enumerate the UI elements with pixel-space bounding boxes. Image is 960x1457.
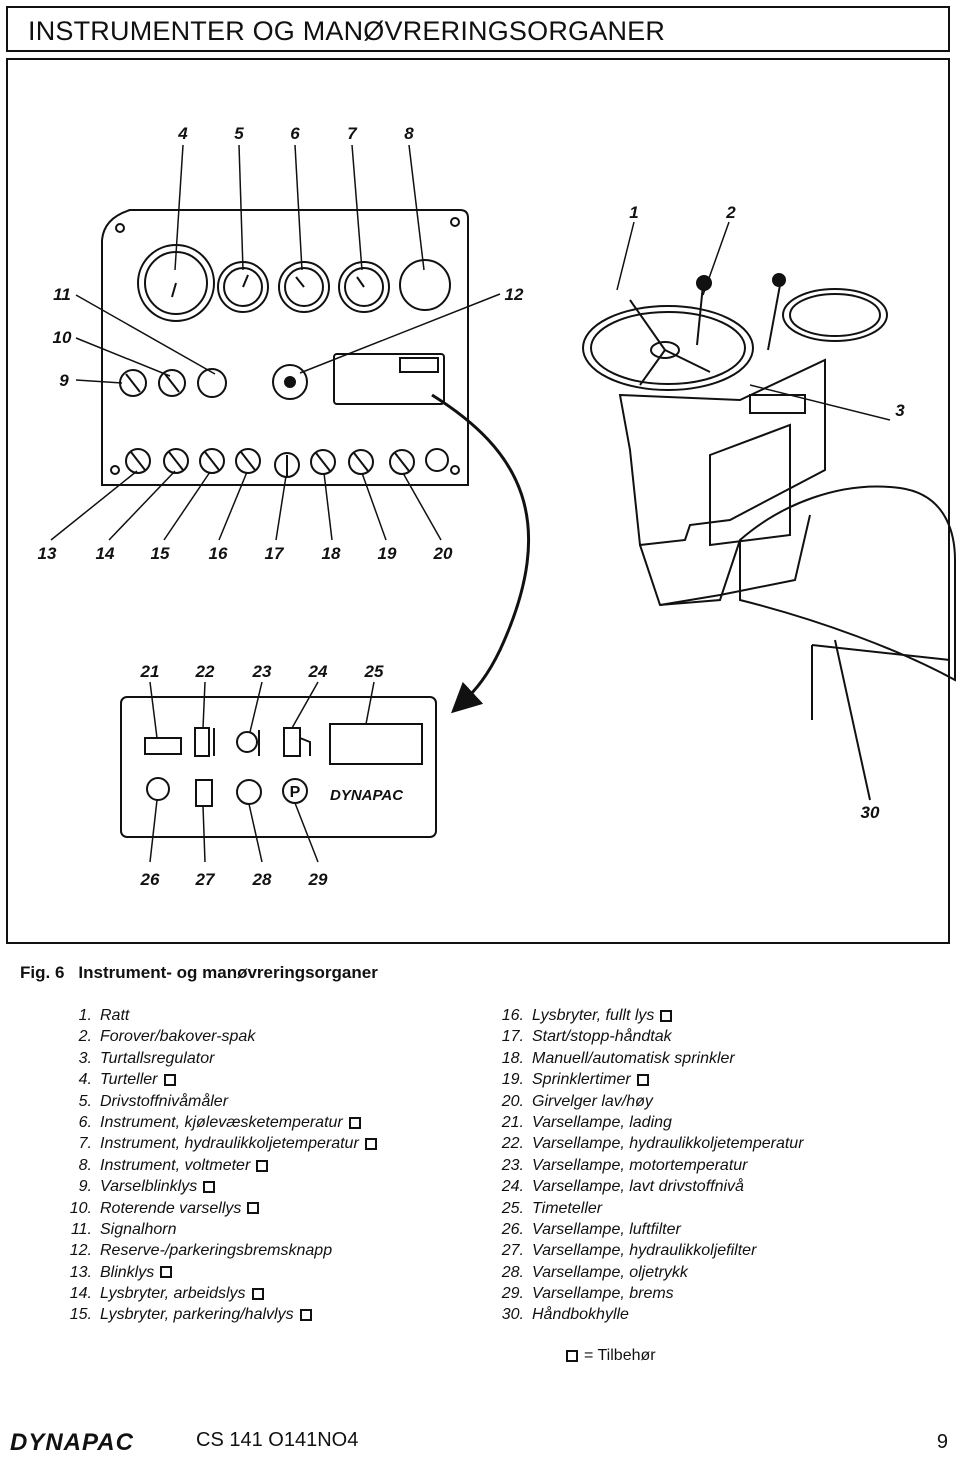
legend-item-number: 21. [501,1113,524,1131]
legend-item [58,1048,377,1069]
callout-5: 5 [234,124,244,143]
legend-item-text: Håndbokhylle [532,1306,629,1324]
svg-text:P: P [289,784,301,801]
figure-number: Fig. 6 [20,963,65,982]
steering-console [583,274,955,800]
accessory-square-icon [247,1202,259,1214]
callout-2: 2 [726,203,736,222]
callout-12: 12 [504,285,524,304]
legend-item [490,1005,804,1026]
legend-item-text: Signalhorn [100,1220,177,1238]
legend-item-number: 15. [69,1306,92,1324]
legend-item [490,1240,804,1261]
legend-item-number: 28. [501,1263,524,1281]
callout-16: 16 [208,544,228,563]
legend-item-text: Varsellampe, luftfilter [532,1220,681,1238]
legend-item-number: 9. [78,1178,92,1196]
callout-13: 13 [37,544,57,563]
accessory-note: = Tilbehør [584,1347,656,1364]
legend-item-number: 8. [78,1156,92,1174]
page-footer [0,1425,960,1455]
legend-item-number: 16. [501,1007,524,1024]
legend-item [490,1262,804,1283]
legend-item-text: Manuell/automatisk sprinkler [532,1049,735,1067]
legend-item-number: 12. [69,1242,92,1260]
legend-item-text: Instrument, kjølevæsketemperatur [100,1113,343,1131]
legend-item-text: Drivstoffnivåmåler [100,1092,229,1110]
legend-item-text: Start/stopp-håndtak [532,1028,672,1046]
legend-item-text: Varselblinklys [100,1178,198,1196]
legend-item [490,1048,804,1069]
callout-29: 29 [308,870,328,889]
legend-item-text: Ratt [100,1007,130,1024]
callout-4: 4 [178,124,188,143]
callout-19: 19 [377,544,397,563]
callout-17: 17 [264,544,284,563]
legend-item-text: Blinklys [100,1263,155,1281]
callout-numbers [38,124,906,889]
legend-item [58,1091,377,1112]
legend-item-text: Varsellampe, oljetrykk [532,1263,688,1281]
callout-30: 30 [860,803,880,822]
legend-item-number: 18. [501,1049,524,1067]
legend-item-number: 7. [78,1135,92,1153]
legend-item [58,1133,377,1154]
panel-brand-logo: DYNAPAC [330,787,404,804]
legend-item-text: Timeteller [532,1199,603,1217]
figure-title: Instrument- og manøvreringsorganer [78,963,378,982]
legend-item [58,1304,377,1325]
legend-item-number: 30. [501,1306,524,1324]
legend-item-number: 10. [69,1199,92,1217]
legend-item-text: Varsellampe, motortemperatur [532,1156,748,1174]
figure-caption [20,963,392,983]
legend-item [58,1240,377,1261]
dashboard-panel [102,210,468,485]
callout-8: 8 [404,124,414,143]
legend-item [58,1219,377,1240]
legend-item [490,1176,804,1197]
legend-item [58,1155,377,1176]
callout-23: 23 [252,662,272,681]
legend-item-number: 23. [501,1156,524,1174]
callout-27: 27 [195,870,215,889]
legend-item-number: 5. [78,1092,92,1110]
legend-item-text: Varsellampe, brems [532,1285,674,1303]
legend-item-number: 13. [69,1263,92,1281]
legend-item [58,1005,377,1026]
legend-item [490,1069,804,1090]
callout-24: 24 [308,662,328,681]
callout-25: 25 [364,662,384,681]
page-number: 9 [936,1431,948,1453]
accessory-square-icon [660,1010,672,1022]
legend-item-text: Turtallsregulator [100,1049,215,1067]
legend-item-number: 22. [501,1135,524,1153]
legend-item-text: Instrument, voltmeter [100,1156,251,1174]
legend-item [490,1091,804,1112]
legend-item-text: Forover/bakover-spak [100,1028,256,1046]
legend-item-text: Lysbryter, parkering/halvlys [100,1306,294,1324]
legend-item-number: 14. [69,1285,92,1303]
legend-item-number: 1. [78,1007,92,1024]
legend-item-number: 29. [501,1285,524,1303]
legend-item-text: Lysbryter, arbeidslys [100,1285,246,1303]
legend-item-text: Turteller [100,1071,158,1089]
page-title: INSTRUMENTER OG MANØVRERINGSORGANER [28,16,666,46]
legend-item-text: Varsellampe, hydraulikkoljetemperatur [532,1135,804,1153]
legend-item-number: 4. [78,1071,92,1089]
legend-list-right [490,1005,804,1326]
lower-leader-lines [150,682,374,862]
accessory-square-icon [637,1074,649,1086]
legend-item-text: Varsellampe, lavt drivstoffnivå [532,1178,744,1196]
footer-doc-code: CS 141 O141NO4 [196,1429,359,1451]
legend-item [490,1304,804,1325]
legend-item [490,1155,804,1176]
accessory-square-icon [164,1074,176,1086]
legend-item [490,1283,804,1304]
legend-item [58,1198,377,1219]
legend-item [490,1026,804,1047]
accessory-square-icon [300,1309,312,1321]
legend-item [58,1026,377,1047]
callout-21: 21 [140,662,160,681]
callout-18: 18 [321,544,341,563]
accessory-square-icon [566,1350,578,1362]
accessory-square-icon [252,1288,264,1300]
callout-20: 20 [433,544,453,563]
callout-28: 28 [252,870,272,889]
legend-item-number: 20. [501,1092,524,1110]
legend-item [58,1069,377,1090]
callout-10: 10 [52,328,72,347]
leader-lines [51,145,890,540]
accessory-square-icon [256,1160,268,1172]
legend-item [490,1112,804,1133]
legend-item-number: 17. [501,1028,524,1046]
callout-14: 14 [95,544,115,563]
legend-item-number: 24. [501,1178,524,1196]
accessory-square-icon [203,1181,215,1193]
legend-item-text: Lysbryter, fullt lys [532,1007,655,1024]
legend-item-text: Reserve-/parkeringsbremsknapp [100,1242,333,1260]
legend-item-number: 6. [78,1113,92,1131]
footer-logo: DYNAPAC [10,1429,134,1456]
callout-9: 9 [59,371,69,390]
callout-1: 1 [629,203,639,222]
legend-item-number: 3. [78,1049,92,1067]
callout-3: 3 [895,401,905,420]
legend-item [490,1133,804,1154]
legend-item [490,1219,804,1240]
legend-item-text: Instrument, hydraulikkoljetemperatur [100,1135,359,1153]
legend-item [490,1198,804,1219]
legend-item [58,1262,377,1283]
legend-item-number: 11. [70,1220,92,1238]
callout-22: 22 [195,662,215,681]
legend-item-number: 2. [78,1028,92,1046]
legend-item-number: 25. [501,1199,524,1217]
callout-7: 7 [347,124,357,143]
legend-list-left [58,1005,377,1326]
callout-26: 26 [140,870,160,889]
legend-item-text: Roterende varsellys [100,1199,242,1217]
callout-11: 11 [53,285,71,304]
callout-15: 15 [150,544,170,563]
legend-item [58,1283,377,1304]
accessory-square-icon [160,1266,172,1278]
legend-item-text: Girvelger lav/høy [532,1092,653,1110]
legend-item-text: Sprinklertimer [532,1071,631,1089]
accessory-square-icon [349,1117,361,1129]
accessory-square-icon [365,1138,377,1150]
accessory-legend [566,1347,656,1365]
legend-item [58,1176,377,1197]
legend-item-text: Varsellampe, hydraulikkoljefilter [532,1242,757,1260]
legend-item-number: 27. [501,1242,524,1260]
callout-6: 6 [290,124,300,143]
legend-item-text: Varsellampe, lading [532,1113,672,1131]
legend-item [58,1112,377,1133]
legend-item-number: 26. [501,1220,524,1238]
legend-item-number: 19. [501,1071,524,1089]
warning-lamp-panel [121,697,436,837]
